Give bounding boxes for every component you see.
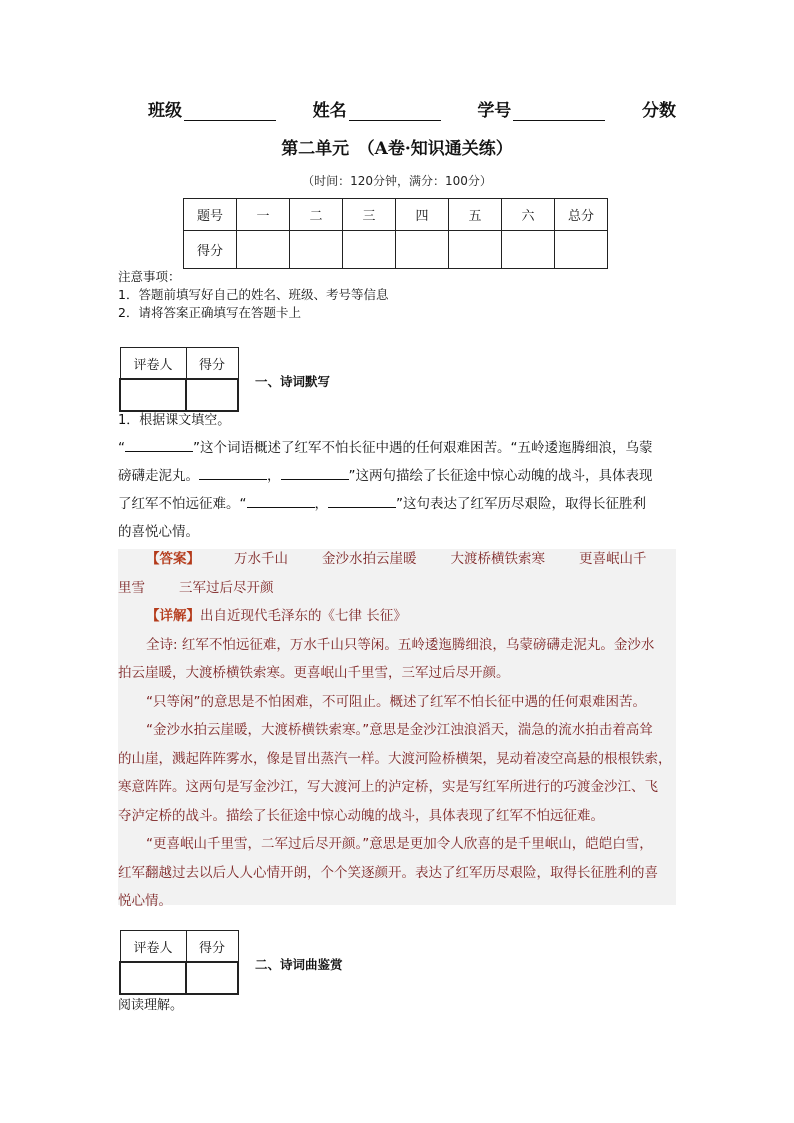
score-cell: 四: [396, 199, 449, 231]
class-label: 班级: [148, 101, 182, 121]
detail-line: 拍云崖暖，大渡桥横铁索寒。更喜岷山千里雪，三军过后尽开颜。: [118, 665, 510, 681]
answer-line: 里雪 三军过后尽开颜: [118, 579, 274, 596]
name-label: 姓名: [312, 101, 347, 121]
detail-line: “更喜岷山千里雪，二军过后尽开颜。”意思是更加令人欣喜的是千里岷山，皑皑白雪，: [146, 836, 653, 852]
note-item: 1．答题前填写好自己的姓名、班级、考号等信息: [118, 287, 389, 302]
detail-line: 夺泸定桥的战斗。描绘了长征途中惊心动魄的战斗，具体表现了红军不怕远征难。: [118, 807, 604, 824]
question-1: 1．根据课文填空。: [118, 413, 231, 428]
score-cell: 五: [449, 199, 502, 231]
section-2-title: 二、诗词曲鉴赏: [255, 957, 343, 972]
grader-score-label: 得分: [186, 931, 238, 963]
class-field[interactable]: [148, 97, 276, 121]
question-line: 的喜悦心情。: [118, 524, 199, 540]
score-input-cell[interactable]: [290, 231, 343, 269]
id-label: 学号: [477, 101, 512, 121]
grader-reviewer-label: 评卷人: [120, 931, 186, 963]
detail-line: “只等闲”的意思是不怕困难，不可阻止。概述了红军不怕长征中遇的任何艰难困苦。: [146, 693, 646, 710]
student-info-line: [148, 97, 676, 121]
grader-reviewer-cell[interactable]: [120, 962, 186, 994]
question-1-text: [118, 434, 678, 546]
score-cell: 六: [502, 199, 555, 231]
detail-line: 【详解】出自近现代毛泽东的《七律 长征》: [146, 608, 407, 624]
score-cell: 一: [237, 199, 290, 231]
question-line: “ ”这个词语概述了红军不怕长征中遇的任何艰难困苦。“五岭逶迤腾细浪，乌蒙: [118, 434, 678, 462]
grader-score-cell[interactable]: [186, 962, 238, 994]
score-input-cell[interactable]: [449, 231, 502, 269]
score-field: [642, 97, 676, 121]
score-label: 分数: [641, 101, 676, 121]
note-item: 2．请将答案正确填写在答题卡上: [118, 305, 301, 320]
grader-score-cell[interactable]: [186, 379, 238, 411]
score-table-header-row: [184, 199, 608, 231]
detail-line: “金沙水拍云崖暖，大渡桥横铁索寒。”意思是金沙江浊浪滔天，湍急的流水拍击着高耸: [146, 722, 653, 738]
exam-time-info: （时间：120分钟，满分：100分）: [302, 174, 492, 188]
fill-blank[interactable]: [199, 465, 267, 480]
class-blank[interactable]: [184, 104, 276, 121]
score-input-cell[interactable]: [555, 231, 608, 269]
answer-line: 【答案】 万水千山 金沙水拍云崖暖 大渡桥横铁索寒 更喜岷山千: [146, 551, 647, 567]
grader-score-label: 得分: [186, 348, 238, 380]
fill-blank[interactable]: [281, 465, 349, 480]
detail-line: 的山崖，溅起阵阵雾水，像是冒出蒸汽一样。大渡河险桥横架，晃动着凌空高悬的根根铁索，: [118, 750, 672, 767]
page-title: 第二单元 （A卷·知识通关练）: [281, 139, 513, 159]
section-2-prompt: 阅读理解。: [118, 998, 184, 1013]
score-input-cell[interactable]: [502, 231, 555, 269]
score-input-cell[interactable]: [343, 231, 396, 269]
section-1-title: 一、诗词默写: [255, 374, 331, 389]
grader-reviewer-cell[interactable]: [120, 379, 186, 411]
detail-line: 寒意阵阵。这两句是写金沙江，写大渡河上的泸定桥，实是写红军所进行的巧渡金沙江、飞: [118, 779, 658, 795]
student-id-field[interactable]: [477, 97, 605, 121]
score-input-cell[interactable]: [396, 231, 449, 269]
fill-blank[interactable]: [247, 493, 315, 508]
score-input-cell[interactable]: [237, 231, 290, 269]
score-cell: 总分: [555, 199, 608, 231]
question-line: 了红军不怕远征难。“ ， ”这句表达了红军历尽艰险，取得长征胜利: [118, 490, 678, 518]
fill-blank[interactable]: [125, 437, 193, 452]
score-cell: 三: [343, 199, 396, 231]
score-cell: 题号: [184, 199, 237, 231]
detail-line: 红军翻越过去以后人人心情开朗，个个笑逐颜开。表达了红军历尽艰险，取得长征胜利的喜: [118, 864, 658, 881]
fill-blank[interactable]: [328, 493, 396, 508]
score-cell: 得分: [184, 231, 237, 269]
detail-line: 全诗: 红军不怕远征难，万水千山只等闲。五岭逶迤腾细浪，乌蒙磅礴走泥丸。金沙水: [146, 636, 655, 653]
id-blank[interactable]: [513, 104, 605, 121]
name-blank[interactable]: [349, 104, 441, 121]
score-table: [183, 198, 608, 269]
score-cell: 二: [290, 199, 343, 231]
name-field[interactable]: [313, 97, 441, 121]
answer-content: [118, 545, 678, 916]
grader-box: [119, 347, 239, 412]
grader-reviewer-label: 评卷人: [120, 348, 186, 380]
notes-heading: 注意事项：: [118, 269, 181, 284]
detail-line: 悦心情。: [118, 893, 172, 909]
grader-box: [119, 930, 239, 995]
score-table-score-row: [184, 231, 608, 269]
question-line: 磅礴走泥丸。 ， ”这两句描绘了长征途中惊心动魄的战斗，具体表现: [118, 462, 678, 490]
